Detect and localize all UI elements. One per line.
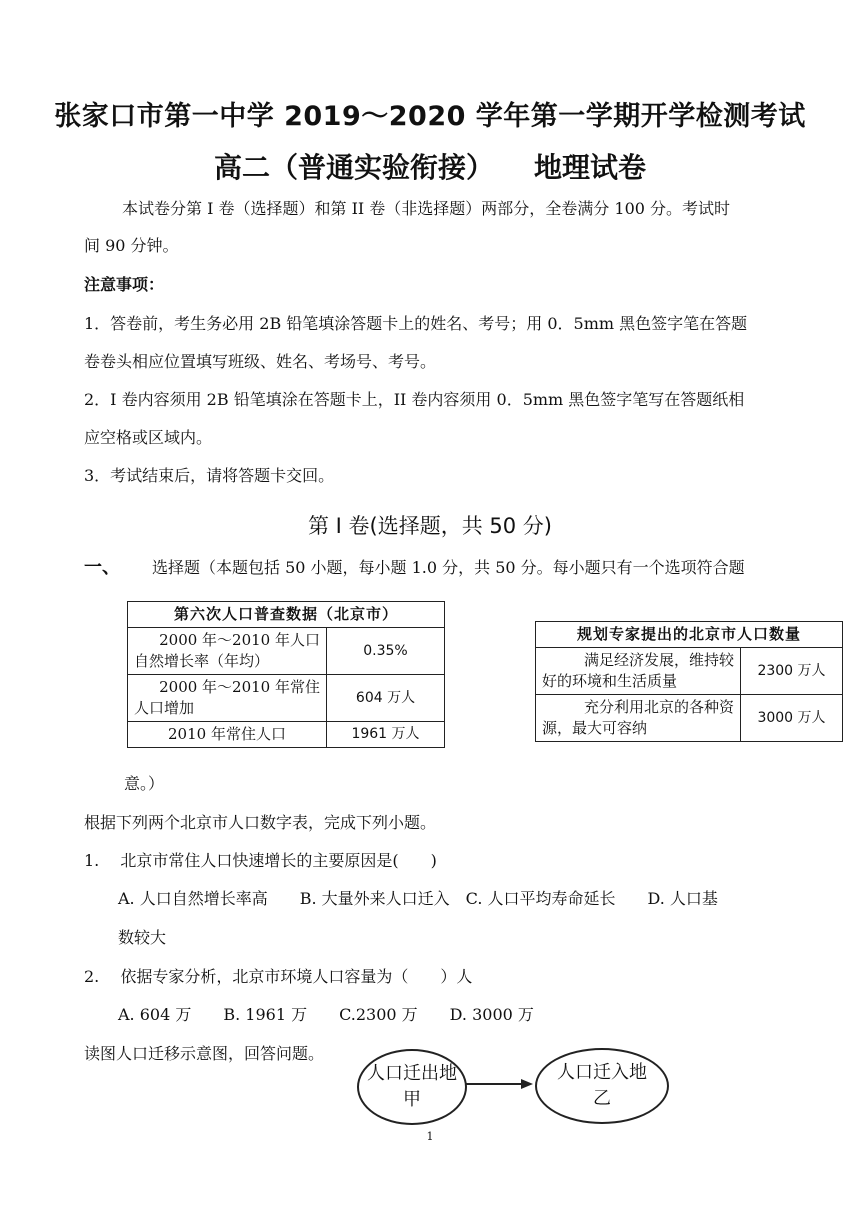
intro-line-1: 本试卷分第 I 卷（选择题）和第 II 卷（非选择题）两部分，全卷满分 100 分。考试时	[122, 199, 731, 218]
table-cell-value: 604 万人	[327, 675, 445, 722]
question-1-options: A. 人口自然增长率高 B. 大量外来人口迁入 C. 人口平均寿命延长 D. 人口基	[118, 889, 718, 908]
census-table	[127, 601, 445, 748]
table-cell-label: 2000 年～2010 年常住 人口增加	[128, 675, 327, 722]
plan-table-header: 规划专家提出的北京市人口数量	[536, 622, 843, 648]
table-row	[128, 722, 445, 748]
table-cell-label: 满足经济发展，维持较 好的环境和生活质量	[536, 648, 741, 695]
exam-title: 张家口市第一中学 2019～2020 学年第一学期开学检测考试	[54, 101, 806, 132]
destination-region-node: 人口迁入地 乙	[535, 1048, 669, 1124]
table-row	[536, 695, 843, 742]
section-number: 一、	[84, 557, 120, 578]
note-3: 3．考试结束后，请将答题卡交回。	[84, 466, 335, 485]
table-cell-value: 3000 万人	[741, 695, 843, 742]
section-title: 第 I 卷(选择题，共 50 分)	[307, 514, 552, 538]
table-row	[128, 628, 445, 675]
question-2-options: A. 604 万 B. 1961 万 C.2300 万 D. 3000 万	[118, 1005, 534, 1024]
intro-line-2: 间 90 分钟。	[84, 236, 179, 255]
table-cell-value: 0.35%	[327, 628, 445, 675]
note-1-line-1: 1．答卷前，考生务必用 2B 铅笔填涂答题卡上的姓名、考号；用 0．5mm 黑色签字笔在答题	[84, 314, 748, 333]
table-cell-label: 2000 年～2010 年人口 自然增长率（年均）	[128, 628, 327, 675]
section-instruction-end: 意。）	[124, 774, 165, 793]
grade-label: 高二（普通实验衔接）	[213, 151, 494, 184]
table-cell-value: 1961 万人	[327, 722, 445, 748]
question-1-options-cont: 数较大	[118, 928, 167, 947]
source-region-node: 人口迁出地 甲	[357, 1049, 467, 1125]
exam-subtitle	[0, 146, 860, 186]
migration-arrow-icon	[463, 1076, 535, 1092]
page-number: 1	[426, 1130, 434, 1143]
question-2-stem: 2. 依据专家分析，北京市环境人口容量为（ ）人	[84, 967, 473, 986]
question-1-stem: 1. 北京市常住人口快速增长的主要原因是( )	[84, 851, 437, 870]
census-table-header: 第六次人口普查数据（北京市）	[128, 602, 445, 628]
note-2-line-2: 应空格或区域内。	[84, 428, 213, 447]
note-2-line-1: 2．I 卷内容须用 2B 铅笔填涂在答题卡上，II 卷内容须用 0．5mm 黑色签字笔写在答题纸相	[84, 390, 745, 409]
questions-lead: 根据下列两个北京市人口数字表，完成下列小题。	[84, 813, 437, 832]
notes-heading: 注意事项：	[84, 275, 165, 294]
table-row	[536, 648, 843, 695]
table-row	[128, 675, 445, 722]
plan-table	[535, 621, 843, 742]
section-instruction: 选择题（本题包括 50 小题，每小题 1.0 分，共 50 分。每小题只有一个选项符合题	[152, 558, 745, 577]
table-cell-label: 2010 年常住人口	[128, 722, 327, 748]
diagram-lead: 读图人口迁移示意图，回答问题。	[84, 1044, 325, 1063]
subject-label: 地理试卷	[534, 151, 647, 184]
table-cell-value: 2300 万人	[741, 648, 843, 695]
table-cell-label: 充分利用北京的各种资 源，最大可容纳	[536, 695, 741, 742]
note-1-line-2: 卷卷头相应位置填写班级、姓名、考场号、考号。	[84, 352, 437, 371]
